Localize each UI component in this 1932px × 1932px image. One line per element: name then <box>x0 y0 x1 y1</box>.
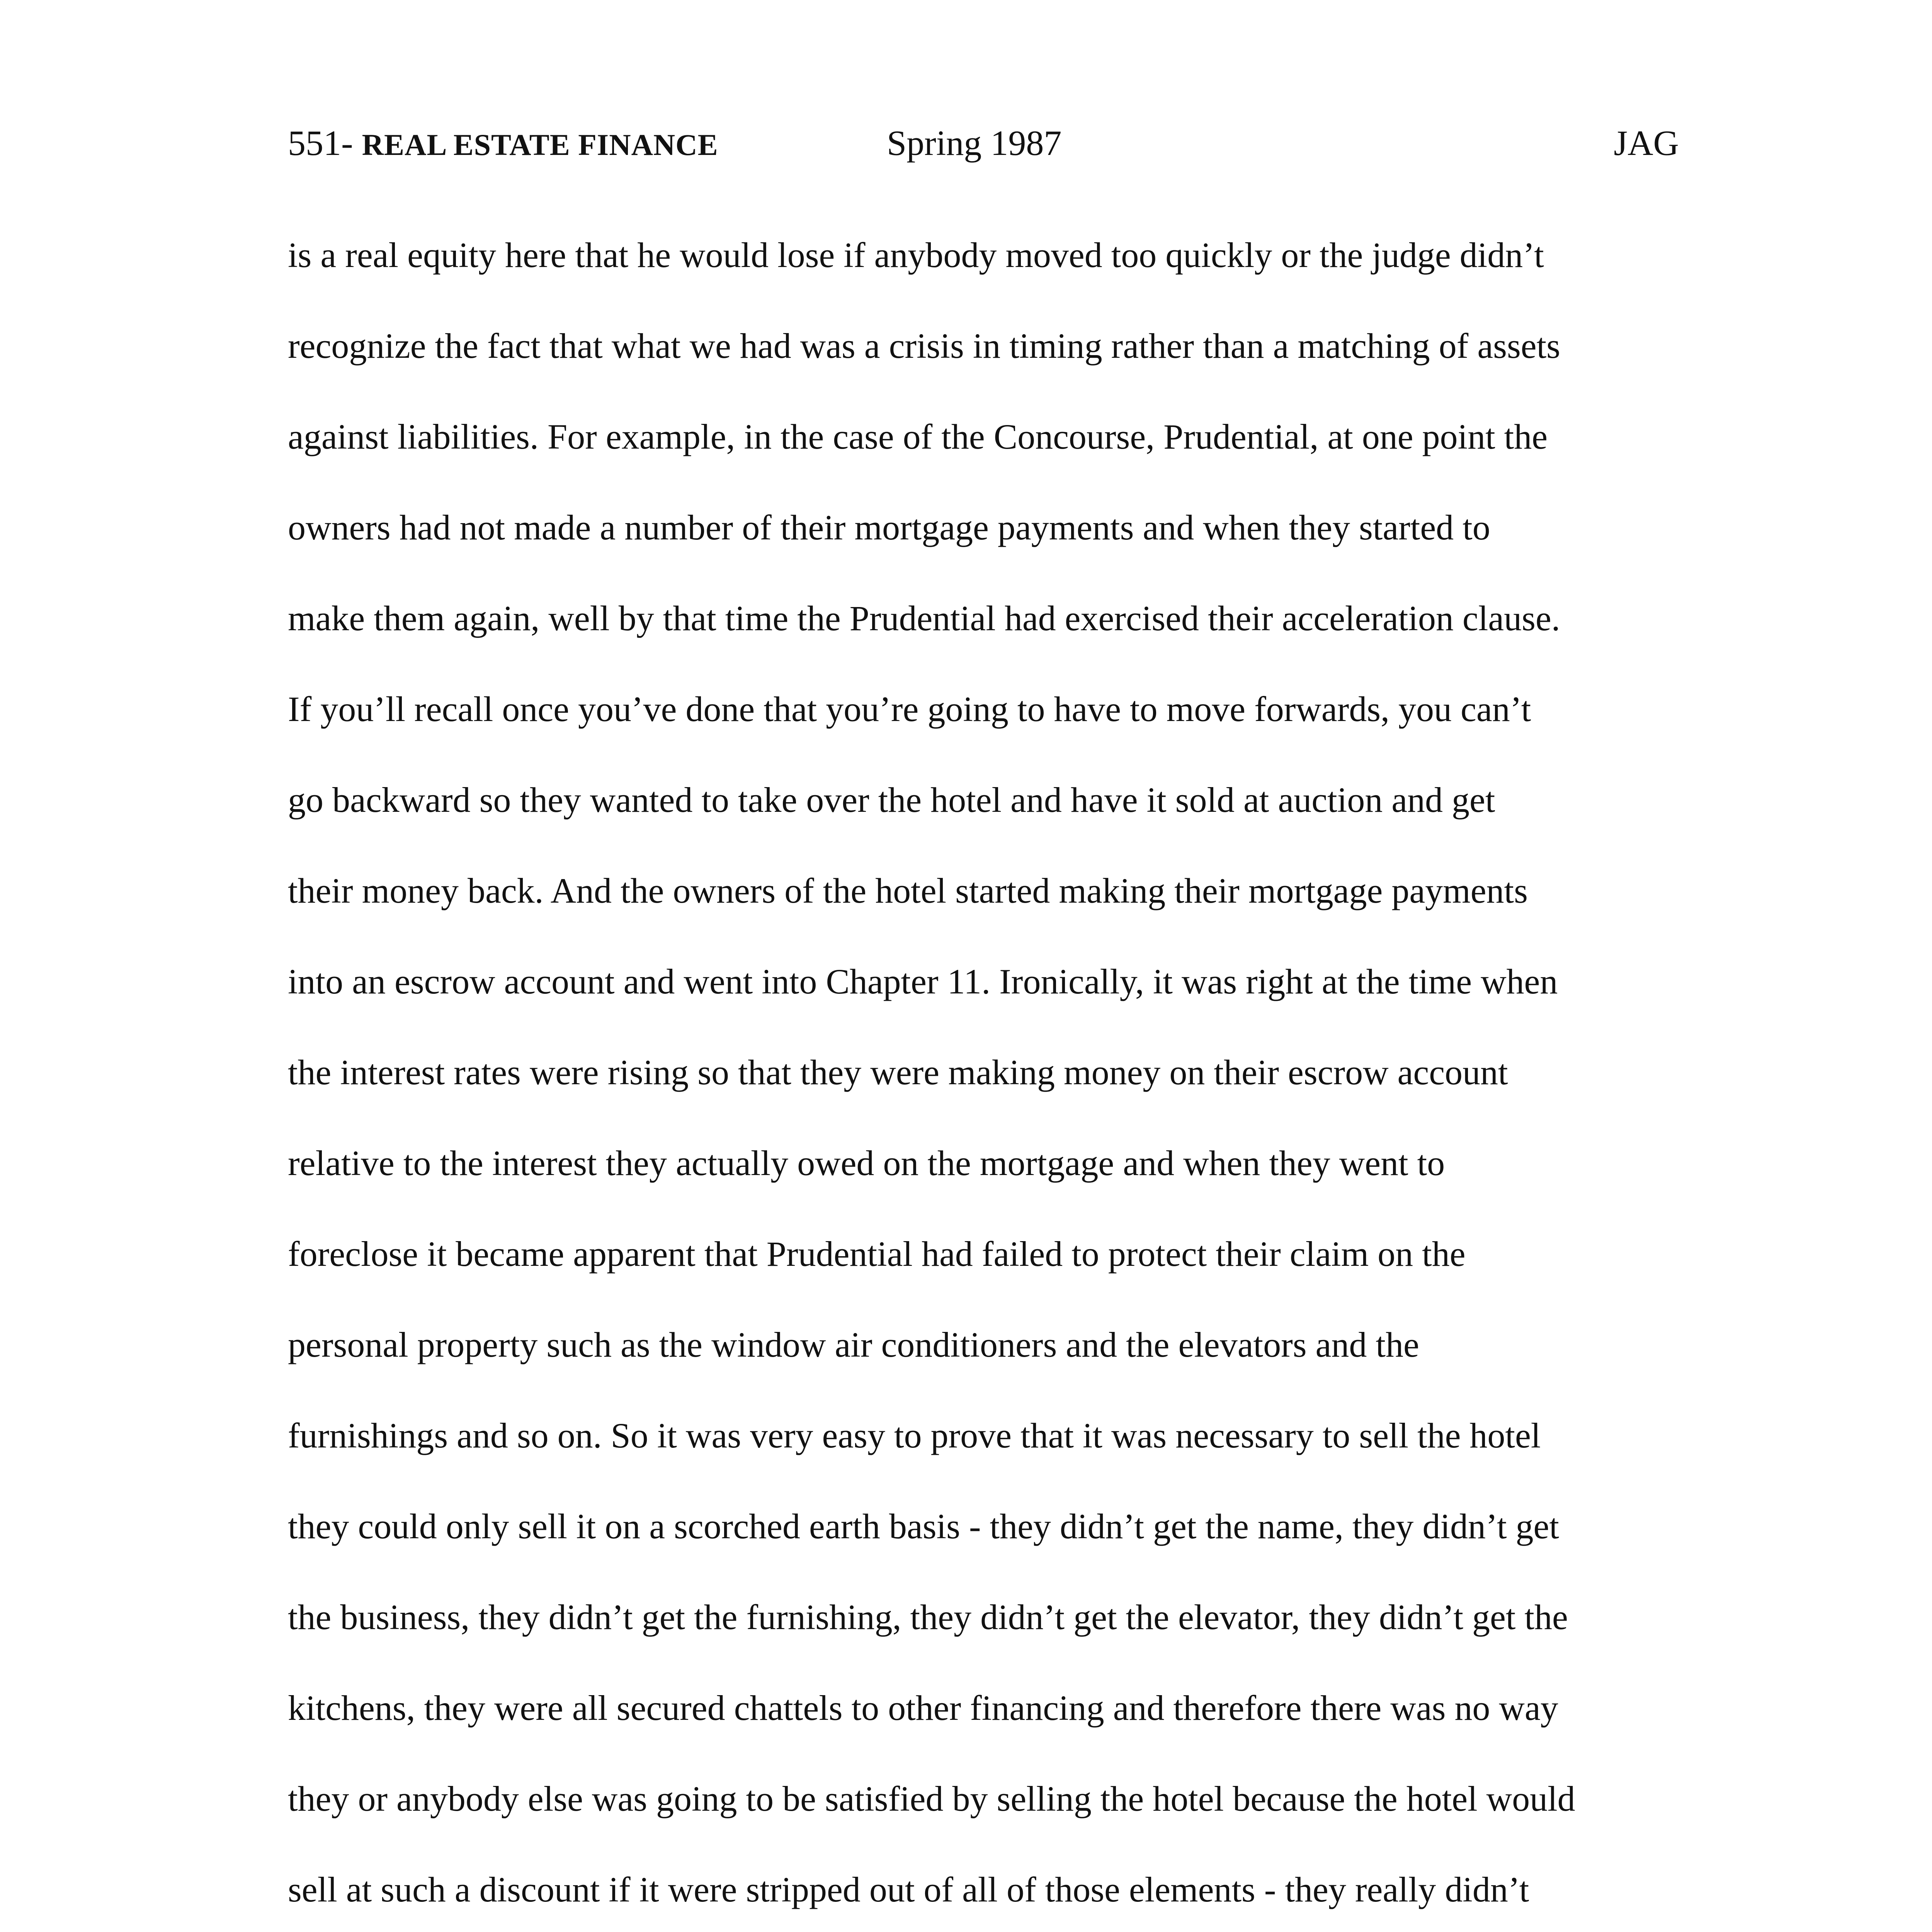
text-line: If you’ll recall once you’ve done that you’re going to have to move forwards, you can’t <box>288 689 1531 729</box>
text-line: owners had not made a number of their mortgage payments and when they started to <box>288 508 1490 547</box>
text-line: the business, they didn’t get the furnishing, they didn’t get the elevator, they didn’t get the <box>288 1597 1568 1637</box>
text-line: furnishings and so on. So it was very easy to prove that it was necessary to sell the hotel <box>288 1416 1541 1455</box>
text-line: go backward so they wanted to take over the hotel and have it sold at auction and get <box>288 780 1495 820</box>
text-line: the interest rates were rising so that they were making money on their escrow account <box>288 1053 1508 1092</box>
text-line: into an escrow account and went into Chapter 11. Ironically, it was right at the time when <box>288 962 1558 1001</box>
term-label: Spring 1987 <box>887 123 1062 163</box>
text-line: against liabilities. For example, in the case of the Concourse, Prudential, at one point the <box>288 417 1548 456</box>
author-initials: JAG <box>1614 123 1679 163</box>
page-header <box>288 116 1679 170</box>
course-heading <box>288 116 718 172</box>
course-title: REAL ESTATE FINANCE <box>362 128 718 162</box>
text-line: sell at such a discount if it were stripped out of all of those elements - they really didn’t <box>288 1870 1529 1909</box>
body-paragraph <box>288 228 1687 1932</box>
text-line: relative to the interest they actually owed on the mortgage and when they went to <box>288 1143 1445 1183</box>
text-line: foreclose it became apparent that Prudential had failed to protect their claim on the <box>288 1234 1466 1274</box>
text-line: recognize the fact that what we had was a crisis in timing rather than a matching of assets <box>288 326 1560 366</box>
text-line: make them again, well by that time the Prudential had exercised their acceleration clause. <box>288 599 1560 638</box>
text-line: their money back. And the owners of the hotel started making their mortgage payments <box>288 871 1528 910</box>
text-line: is a real equity here that he would lose if anybody moved too quickly or the judge didn’t <box>288 235 1544 275</box>
text-line: they or anybody else was going to be satisfied by selling the hotel because the hotel would <box>288 1779 1575 1818</box>
course-number: 551- <box>288 123 362 163</box>
text-line: personal property such as the window air conditioners and the elevators and the <box>288 1325 1419 1364</box>
text-line: they could only sell it on a scorched earth basis - they didn’t get the name, they didn’t get <box>288 1507 1559 1546</box>
text-line: kitchens, they were all secured chattels to other financing and therefore there was no way <box>288 1688 1558 1728</box>
